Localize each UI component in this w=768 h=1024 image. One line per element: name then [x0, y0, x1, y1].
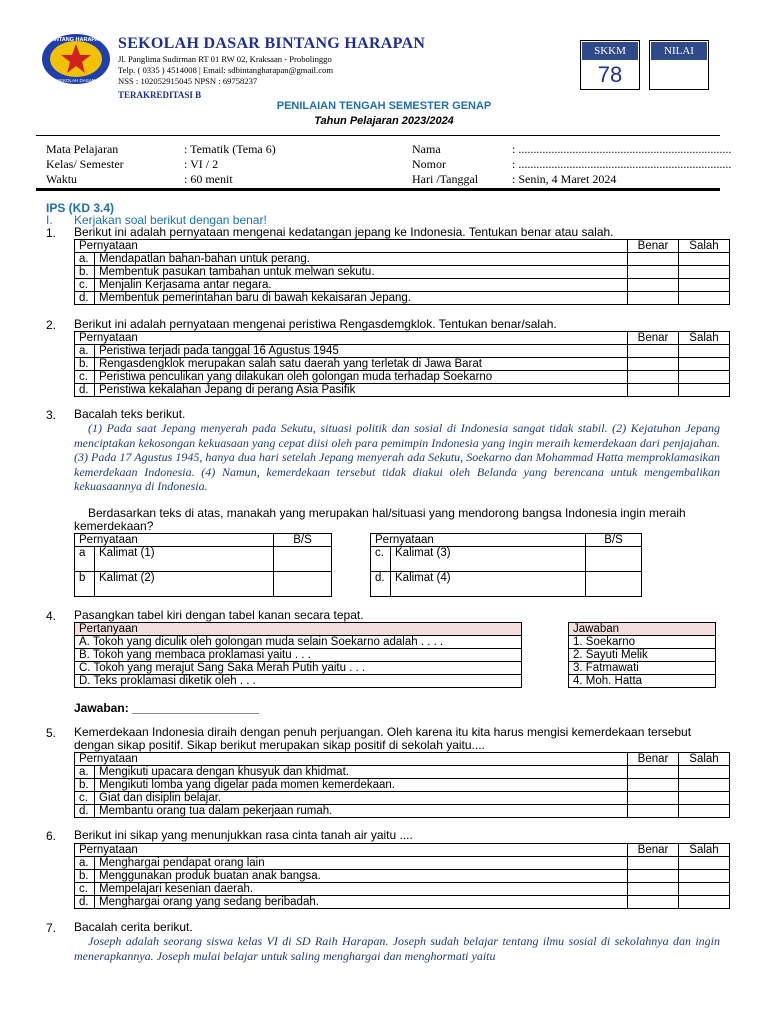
- answer-cell[interactable]: [679, 896, 730, 909]
- table-row: [75, 266, 730, 279]
- row-letter: a.: [75, 253, 95, 266]
- table-row: [75, 870, 730, 883]
- skkm-label: SKKM: [581, 41, 639, 61]
- accreditation: TERAKREDITASI B: [118, 90, 202, 100]
- q4-answers-table: [568, 622, 716, 688]
- q3-prompt: Berdasarkan teks di atas, manakah yang merupakan hal/situasi yang mendorong bangsa Indonesia ingin meraih kemerdekaan?: [74, 506, 686, 533]
- col-true: Benar: [628, 753, 679, 766]
- table-row: [75, 792, 730, 805]
- col-question: Pertanyaan: [75, 623, 522, 636]
- info-label: Mata Pelajaran: [46, 142, 119, 156]
- info-left-labels: [46, 142, 124, 187]
- info-label: Kelas/ Semester: [46, 157, 124, 171]
- answer-cell[interactable]: [679, 870, 730, 883]
- answer-cell[interactable]: [679, 883, 730, 896]
- row-letter: d.: [75, 805, 95, 818]
- q4-answer-line[interactable]: Jawaban: ___________________: [74, 701, 259, 715]
- answer-cell[interactable]: [628, 292, 679, 305]
- nilai-label: NILAI: [650, 41, 708, 61]
- row-text: 2. Sayuti Melik: [569, 649, 716, 662]
- school-contact: Telp. ( 0335 ) 4514008 | Email: sdbintangharapan@gmail.com: [118, 65, 333, 75]
- q1-table: [74, 239, 730, 305]
- logo-bottom-text: SEKOLAH DASAR: [56, 78, 96, 83]
- col-bs: B/S: [274, 534, 332, 547]
- table-row: [371, 572, 642, 597]
- q1-number: 1.: [46, 226, 57, 240]
- answer-cell[interactable]: [679, 253, 730, 266]
- table-row: [75, 345, 730, 358]
- row-letter: c.: [371, 547, 391, 572]
- q4-questions-table: [74, 622, 522, 688]
- info-label: Nama: [412, 142, 441, 156]
- q5-table: [74, 752, 730, 818]
- answer-cell[interactable]: [586, 547, 642, 572]
- school-logo: [40, 33, 112, 85]
- table-row: [75, 547, 332, 572]
- answer-cell[interactable]: [679, 292, 730, 305]
- number-field[interactable]: : .......................................................................: [512, 157, 732, 171]
- answer-cell[interactable]: [679, 857, 730, 870]
- table-row: [75, 384, 730, 397]
- answer-cell[interactable]: [274, 572, 332, 597]
- answer-cell[interactable]: [628, 896, 679, 909]
- q3-number: 3.: [46, 408, 57, 422]
- q2-table: [74, 331, 730, 397]
- row-text: 3. Fatmawati: [569, 662, 716, 675]
- row-text: Mengikuti lomba yang digelar pada momen kemerdekaan.: [95, 779, 628, 792]
- row-text: B. Tokoh yang membaca proklamasi yaitu . . .: [75, 649, 522, 662]
- table-row: [75, 358, 730, 371]
- row-letter: c.: [75, 792, 95, 805]
- col-statement: Pernyataan: [75, 534, 274, 547]
- date-value: : Senin, 4 Maret 2024: [512, 172, 617, 186]
- table-row: [75, 572, 332, 597]
- skkm-value: 78: [597, 62, 623, 87]
- answer-cell[interactable]: [679, 792, 730, 805]
- logo-top-text: BINTANG HARAPAN: [49, 37, 103, 43]
- row-text: Menghargai orang yang sedang beribadah.: [95, 896, 628, 909]
- answer-cell[interactable]: [628, 779, 679, 792]
- col-false: Salah: [679, 753, 730, 766]
- q3-passage: (1) Pada saat Jepang menyerah pada Sekutu, situasi politik dan sosial di Indonesia sangat tidak stabil. (2) Kejatuhan Jepang menciptakan kekosongan kekuasaan yang cepat diisi oleh para pemimpin Indonesia yang ingin meraih kemerdekaan dari penjajahan. (3) Pada 17 Agustus 1945, hanya dua hari setelah Jepang menyerah ada Sekutu, Soekarno dan Mohammad Hatta memproklamasikan kemerdekaan Indonesia. (4) Namun, kemerdekaan tersebut tidak diakui oleh Belanda yang berencana untuk mengembalikan kekuasaannya di Indonesia.: [74, 421, 720, 493]
- row-text: C. Tokoh yang merajut Sang Saka Merah Putih yaitu . . .: [75, 662, 522, 675]
- school-name: SEKOLAH DASAR BINTANG HARAPAN: [118, 35, 426, 52]
- nilai-box: [649, 40, 709, 90]
- answer-cell[interactable]: [679, 279, 730, 292]
- col-true: Benar: [628, 240, 679, 253]
- row-letter: b.: [75, 870, 95, 883]
- col-answer: Jawaban: [569, 623, 716, 636]
- row-text: A. Tokoh yang diculik oleh golongan muda selain Soekarno adalah . . . .: [75, 636, 522, 649]
- answer-cell[interactable]: [628, 857, 679, 870]
- answer-cell[interactable]: [628, 279, 679, 292]
- thick-divider: [36, 188, 720, 191]
- info-label: Hari /Tanggal: [412, 172, 479, 186]
- table-row: [569, 662, 716, 675]
- row-text: 4. Moh. Hatta: [569, 675, 716, 688]
- row-letter: c.: [75, 279, 95, 292]
- q5-text: Kemerdekaan Indonesia diraih dengan penuh perjuangan. Oleh karena itu kita harus mengisi kemerdekaan tersebut dengan sikap positif. Sikap berikut merupakan sikap positif di sekolah yaitu....: [74, 725, 692, 752]
- skkm-box: [580, 40, 640, 90]
- answer-cell[interactable]: [679, 766, 730, 779]
- col-statement: Pernyataan: [75, 844, 628, 857]
- table-row: [75, 253, 730, 266]
- col-true: Benar: [628, 332, 679, 345]
- answer-cell[interactable]: [628, 792, 679, 805]
- row-text: Menggunakan produk buatan anak bangsa.: [95, 870, 628, 883]
- q5-number: 5.: [46, 726, 57, 740]
- q1-text: Berikut ini adalah pernyataan mengenai kedatangan jepang ke Indonesia. Tentukan benar atau salah.: [74, 225, 614, 239]
- col-statement: Pernyataan: [75, 240, 628, 253]
- answer-cell[interactable]: [628, 766, 679, 779]
- col-statement: Pernyataan: [75, 753, 628, 766]
- col-false: Salah: [679, 332, 730, 345]
- table-row: [75, 636, 522, 649]
- info-right-values: [512, 142, 731, 187]
- row-letter: d.: [371, 572, 391, 597]
- row-text: Peristiwa kekalahan Jepang di perang Asia Pasifik: [95, 384, 628, 397]
- row-letter: b: [75, 572, 95, 597]
- info-right-labels: [412, 142, 478, 187]
- answer-cell[interactable]: [679, 358, 730, 371]
- answer-cell[interactable]: [628, 371, 679, 384]
- info-value: : 60 menit: [184, 172, 233, 186]
- row-letter: d.: [75, 384, 95, 397]
- info-label: Waktu: [46, 172, 78, 186]
- table-row: [75, 766, 730, 779]
- info-label: Nomor: [412, 157, 446, 171]
- school-address: Jl. Panglima Sudirman RT 01 RW 02, Kraksaan - Probolinggo: [118, 54, 332, 64]
- row-letter: b.: [75, 358, 95, 371]
- row-letter: d.: [75, 896, 95, 909]
- col-true: Benar: [628, 844, 679, 857]
- table-row: [569, 636, 716, 649]
- answer-cell[interactable]: [628, 384, 679, 397]
- q7-text: Bacalah cerita berikut.: [74, 920, 193, 934]
- table-row: [371, 547, 642, 572]
- exam-year: Tahun Pelajaran 2023/2024: [314, 115, 454, 127]
- col-statement: Pernyataan: [75, 332, 628, 345]
- row-text: Menghargai pendapat orang lain: [95, 857, 628, 870]
- col-false: Salah: [679, 844, 730, 857]
- row-text: 1. Soekarno: [569, 636, 716, 649]
- row-letter: b.: [75, 779, 95, 792]
- row-letter: a.: [75, 345, 95, 358]
- row-text: Mengikuti upacara dengan khusyuk dan khidmat.: [95, 766, 628, 779]
- info-value: : VI / 2: [184, 157, 219, 171]
- q4-text: Pasangkan tabel kiri dengan tabel kanan secara tepat.: [74, 608, 364, 622]
- table-row: [75, 896, 730, 909]
- row-text: Peristiwa penculikan yang dilakukan oleh golongan muda terhadap Soekarno: [95, 371, 628, 384]
- table-row: [75, 279, 730, 292]
- answer-cell[interactable]: [679, 371, 730, 384]
- answer-cell[interactable]: [628, 253, 679, 266]
- q7-number: 7.: [46, 921, 57, 935]
- q2-number: 2.: [46, 318, 57, 332]
- q6-number: 6.: [46, 829, 57, 843]
- table-row: [75, 857, 730, 870]
- section-title: IPS (KD 3.4): [46, 201, 115, 215]
- answer-cell[interactable]: [586, 572, 642, 597]
- q7-passage: Joseph adalah seorang siswa kelas VI di SD Raih Harapan. Joseph sudah belajar tentang ilmu sosial di sekolahnya dan ingin menerapkannya. Joseph mulai belajar untuk saling menghargai dan menghormati yaitu: [74, 934, 720, 963]
- answer-cell[interactable]: [628, 358, 679, 371]
- answer-cell[interactable]: [679, 384, 730, 397]
- row-text: Rengasdengklok merupakan salah satu daerah yang terletak di Jawa Barat: [95, 358, 628, 371]
- answer-cell[interactable]: [628, 345, 679, 358]
- school-ids: NSS : 102052915045 NPSN : 69758237: [118, 76, 258, 86]
- table-row: [75, 371, 730, 384]
- table-row: [75, 675, 522, 688]
- table-row: [75, 662, 522, 675]
- answer-cell[interactable]: [628, 805, 679, 818]
- answer-cell[interactable]: [679, 266, 730, 279]
- row-letter: c.: [75, 883, 95, 896]
- row-letter: d.: [75, 292, 95, 305]
- row-text: Mendapatlan bahan-bahan untuk perang.: [95, 253, 628, 266]
- row-text: Kalimat (2): [95, 572, 274, 597]
- name-field[interactable]: : .......................................................................: [512, 142, 732, 156]
- section-instruction: Kerjakan soal berikut dengan benar!: [74, 213, 267, 227]
- row-letter: a.: [75, 857, 95, 870]
- row-text: Membentuk pemerintahan baru di bawah kekaisaran Jepang.: [95, 292, 628, 305]
- row-letter: a: [75, 547, 95, 572]
- section-roman: I.: [46, 213, 53, 227]
- exam-title: PENILAIAN TENGAH SEMESTER GENAP: [276, 100, 492, 112]
- row-text: Kalimat (1): [95, 547, 274, 572]
- answer-cell[interactable]: [679, 779, 730, 792]
- col-statement: Pernyataan: [371, 534, 586, 547]
- answer-cell[interactable]: [274, 547, 332, 572]
- row-text: Membentuk pasukan tambahan untuk melwan sekutu.: [95, 266, 628, 279]
- row-letter: a.: [75, 766, 95, 779]
- table-row: [75, 805, 730, 818]
- q3-table-left: [74, 533, 332, 597]
- q3-text: Bacalah teks berikut.: [74, 407, 186, 421]
- table-row: [75, 883, 730, 896]
- q4-number: 4.: [46, 609, 57, 623]
- answer-cell[interactable]: [628, 883, 679, 896]
- table-row: [75, 649, 522, 662]
- col-false: Salah: [679, 240, 730, 253]
- q6-table: [74, 843, 730, 909]
- answer-cell[interactable]: [679, 805, 730, 818]
- divider: [36, 135, 720, 136]
- row-text: Giat dan disiplin belajar.: [95, 792, 628, 805]
- q3-table-right: [370, 533, 642, 597]
- row-text: Mempelajari kesenian daerah.: [95, 883, 628, 896]
- row-text: Membantu orang tua dalam pekerjaan rumah.: [95, 805, 628, 818]
- row-text: Peristiwa terjadi pada tanggal 16 Agustus 1945: [95, 345, 628, 358]
- row-text: Kalimat (4): [391, 572, 586, 597]
- q6-text: Berikut ini sikap yang menunjukkan rasa cinta tanah air yaitu ....: [74, 828, 413, 842]
- table-row: [75, 292, 730, 305]
- info-left-values: [184, 142, 276, 187]
- info-value: : Tematik (Tema 6): [184, 142, 276, 156]
- answer-cell[interactable]: [628, 266, 679, 279]
- row-text: Menjalin Kerjasama antar negara.: [95, 279, 628, 292]
- table-row: [569, 675, 716, 688]
- col-bs: B/S: [586, 534, 642, 547]
- answer-cell[interactable]: [628, 870, 679, 883]
- row-letter: c.: [75, 371, 95, 384]
- table-row: [75, 779, 730, 792]
- row-letter: b.: [75, 266, 95, 279]
- answer-cell[interactable]: [679, 345, 730, 358]
- row-text: D. Teks proklamasi diketik oleh . . .: [75, 675, 522, 688]
- row-text: Kalimat (3): [391, 547, 586, 572]
- table-row: [569, 649, 716, 662]
- q2-text: Berikut ini adalah pernyataan mengenai peristiwa Rengasdemgklok. Tentukan benar/salah.: [74, 317, 557, 331]
